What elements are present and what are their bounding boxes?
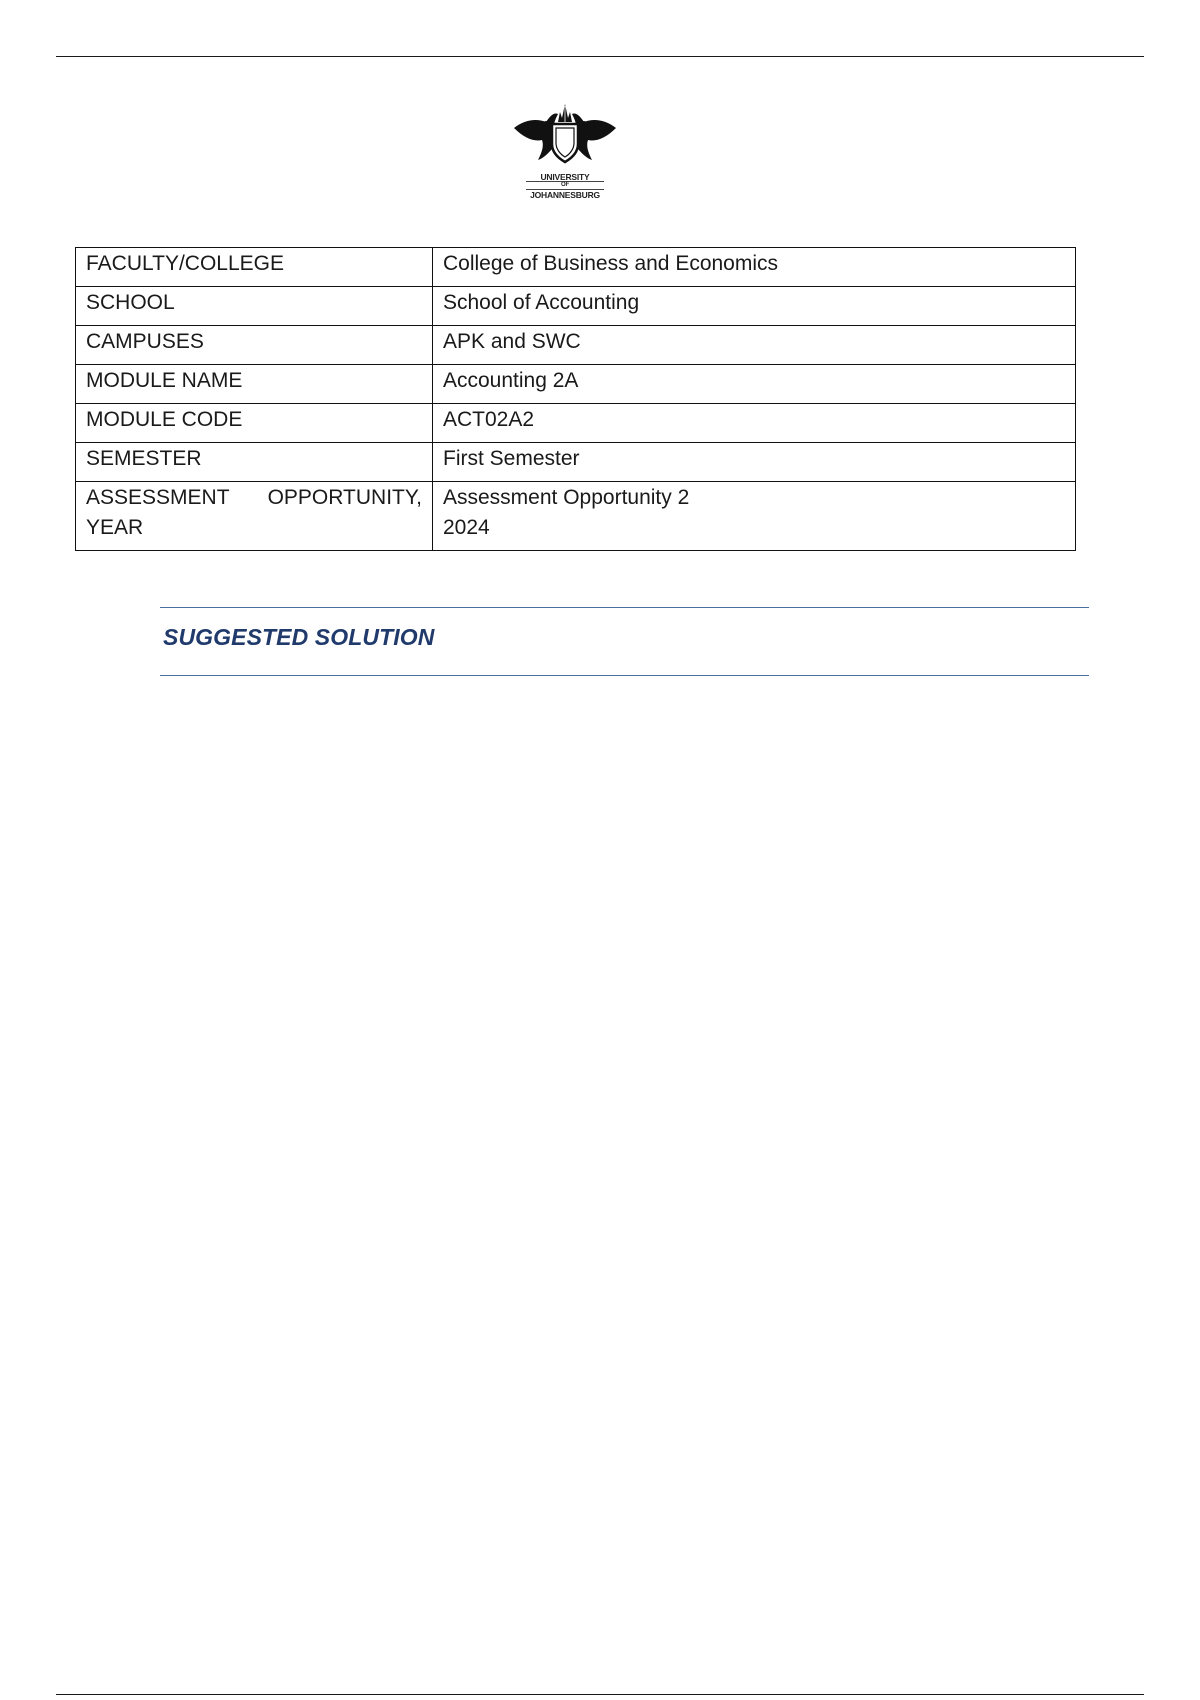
table-row bbox=[76, 443, 1076, 482]
logo-text-of: OF bbox=[561, 182, 569, 188]
university-logo bbox=[510, 100, 620, 208]
row-label-module-name: MODULE NAME bbox=[76, 365, 433, 404]
table-row bbox=[76, 365, 1076, 404]
row-value-school: School of Accounting bbox=[433, 287, 1076, 326]
module-info-table bbox=[75, 247, 1076, 551]
header-rule bbox=[56, 56, 1144, 57]
table-row bbox=[76, 287, 1076, 326]
row-value-assessment-line2: 2024 bbox=[443, 516, 490, 539]
crest-emblem-icon bbox=[510, 100, 620, 172]
solution-top-rule bbox=[160, 607, 1089, 608]
footer-rule bbox=[56, 1694, 1144, 1695]
suggested-solution-heading: SUGGESTED SOLUTION bbox=[163, 624, 435, 650]
row-value-module-name: Accounting 2A bbox=[433, 365, 1076, 404]
row-label-school: SCHOOL bbox=[76, 287, 433, 326]
row-label-assessment-line2: YEAR bbox=[86, 516, 144, 539]
row-value-semester: First Semester bbox=[433, 443, 1076, 482]
logo-text-johannesburg: JOHANNESBURG bbox=[530, 190, 600, 200]
logo-text-university: UNIVERSITY bbox=[540, 172, 590, 182]
row-label-module-code: MODULE CODE bbox=[76, 404, 433, 443]
row-label-campuses: CAMPUSES bbox=[76, 326, 433, 365]
row-label-semester: SEMESTER bbox=[76, 443, 433, 482]
table-row bbox=[76, 326, 1076, 365]
solution-bottom-rule bbox=[160, 675, 1089, 676]
row-value-module-code: ACT02A2 bbox=[433, 404, 1076, 443]
row-label-assessment-line1: ASSESSMENT OPPORTUNITY, bbox=[86, 486, 422, 509]
table-row bbox=[76, 404, 1076, 443]
row-value-assessment-line1: Assessment Opportunity 2 bbox=[443, 486, 690, 509]
row-value-faculty: College of Business and Economics bbox=[433, 248, 1076, 287]
table-row bbox=[76, 248, 1076, 287]
row-value-assessment bbox=[433, 482, 1076, 551]
row-label-assessment bbox=[76, 482, 433, 551]
row-value-campuses: APK and SWC bbox=[433, 326, 1076, 365]
row-label-faculty: FACULTY/COLLEGE bbox=[76, 248, 433, 287]
table-row bbox=[76, 482, 1076, 551]
